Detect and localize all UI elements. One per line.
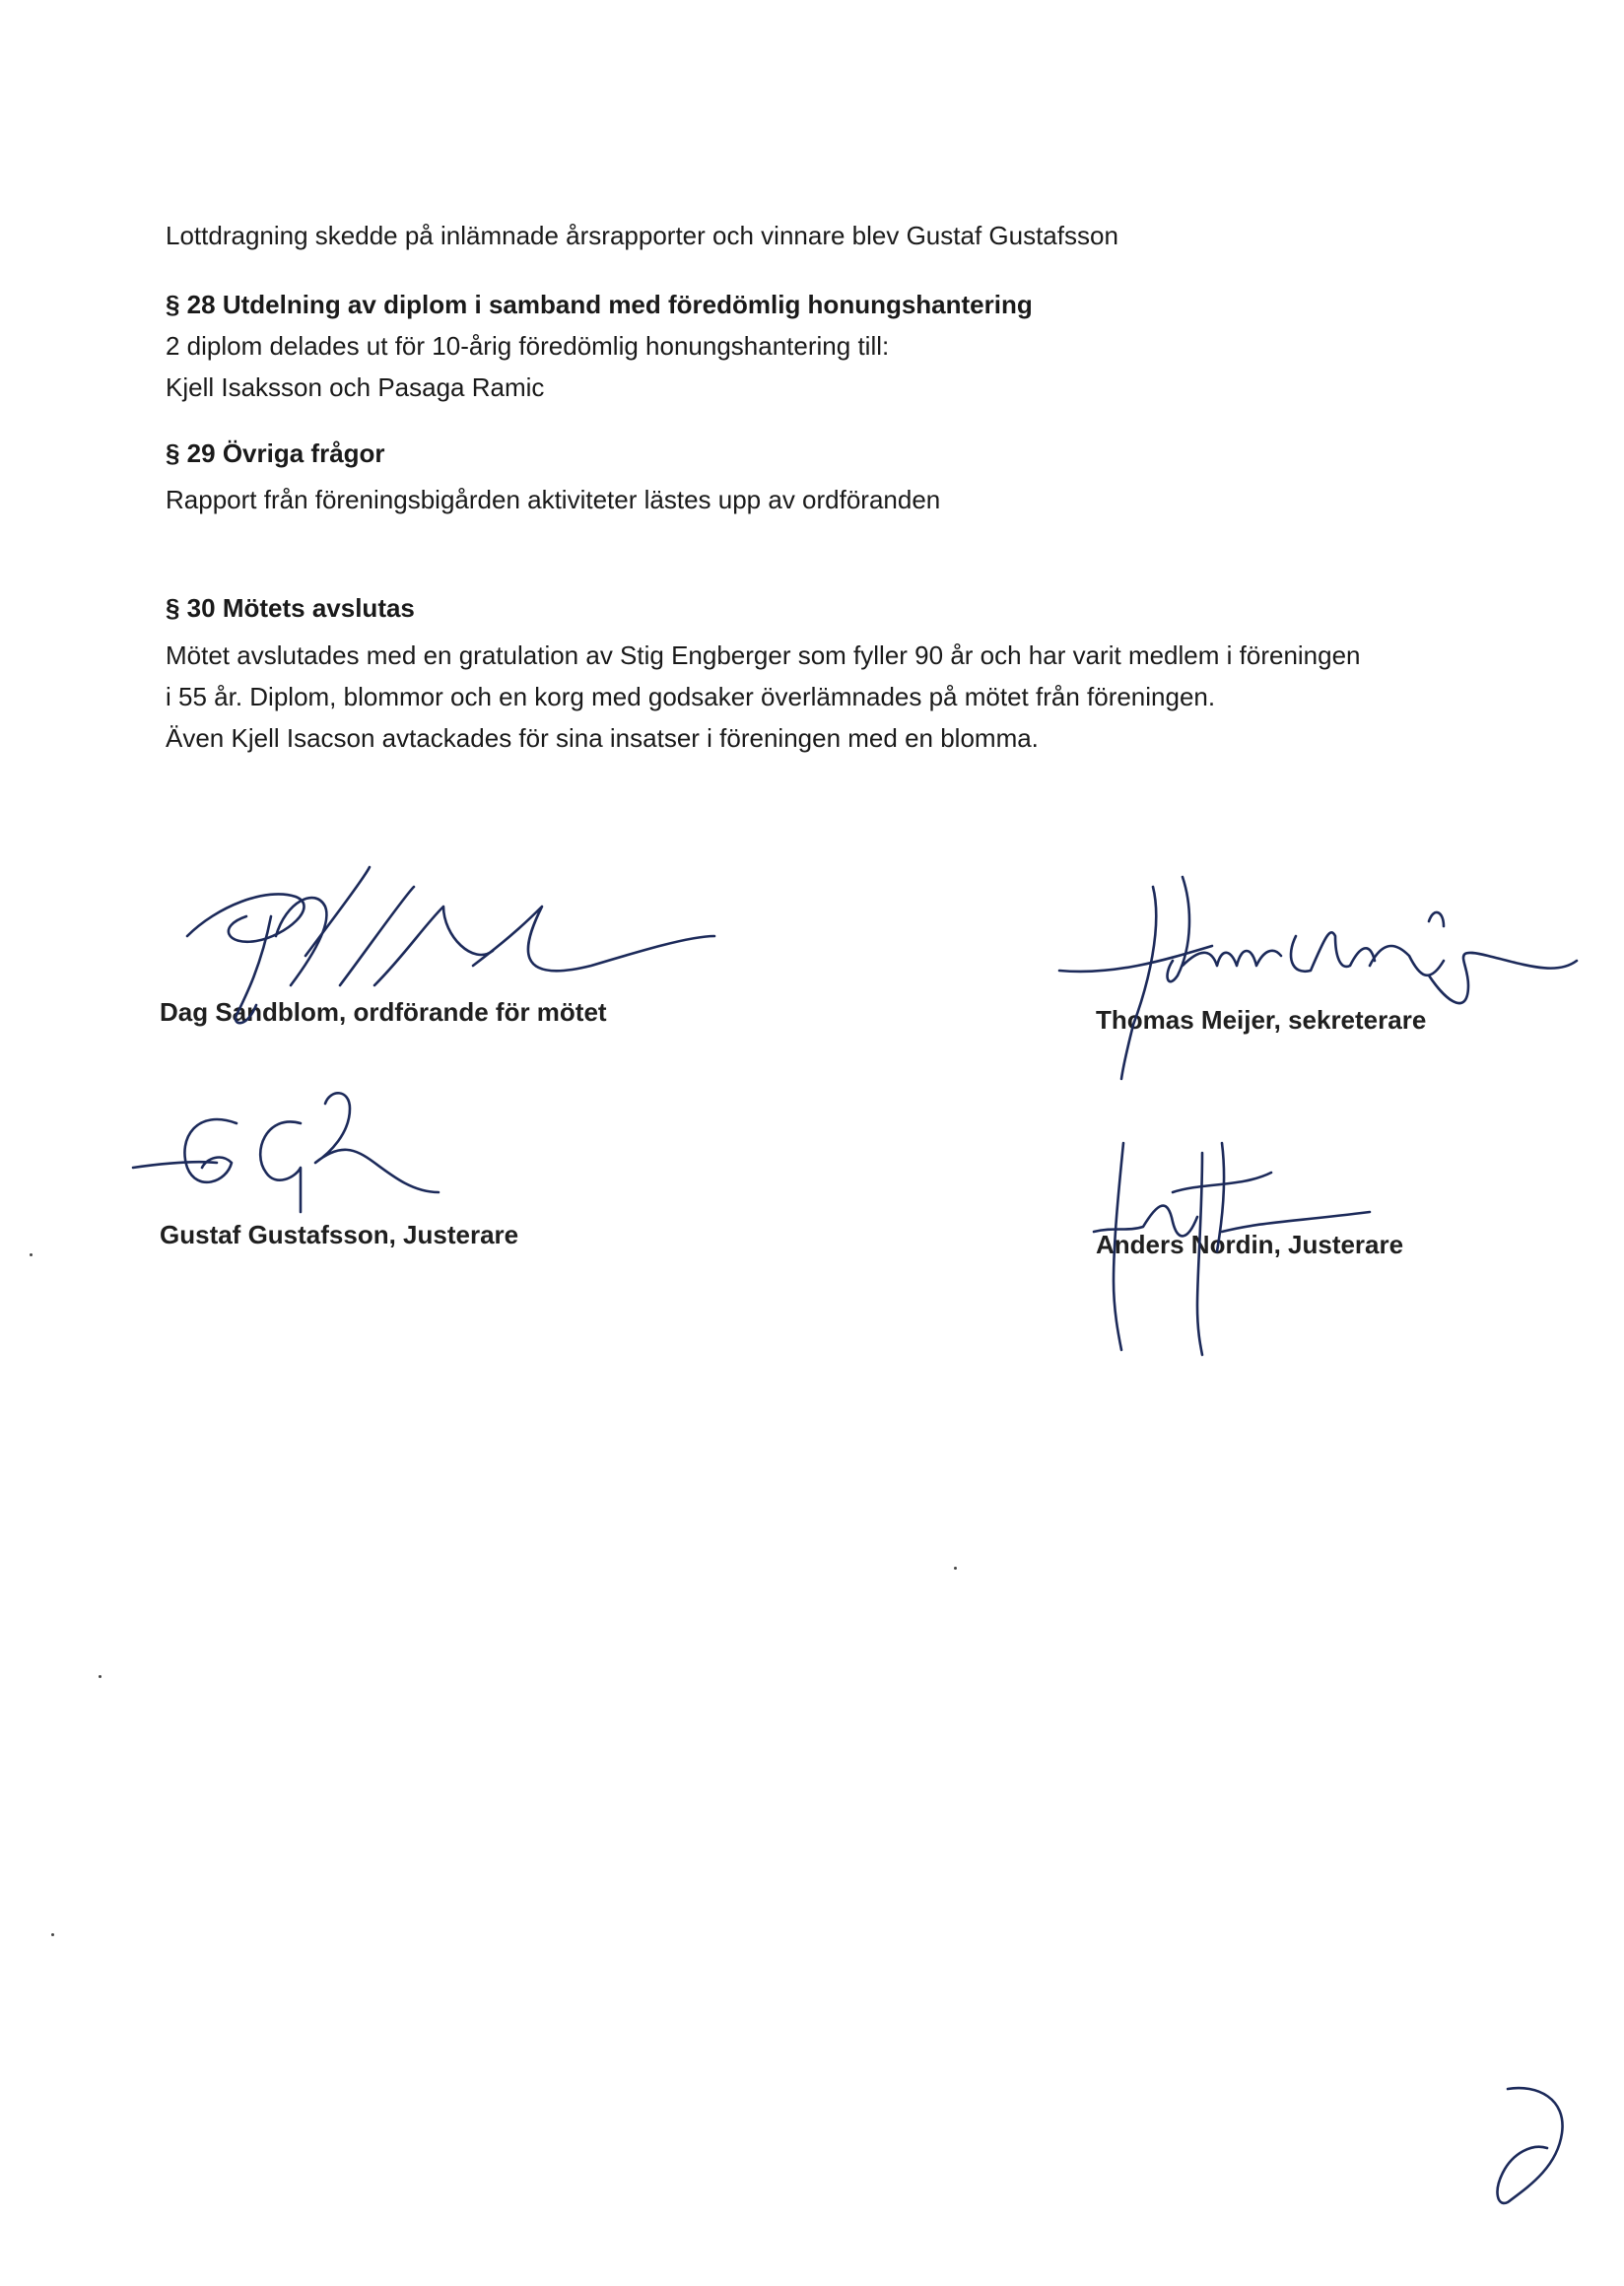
section-28-heading: § 28 Utdelning av diplom i samband med föredömlig honungshantering [166, 290, 1033, 319]
section-30-line-2: i 55 år. Diplom, blommor och en korg med godsaker överlämnades på mötet från föreningen. [166, 682, 1216, 711]
signature-name-adjuster-1: Gustaf Gustafsson, Justerare [160, 1220, 519, 1249]
scan-speck [99, 1675, 102, 1678]
section-30-heading: § 30 Mötets avslutas [166, 593, 415, 623]
scan-speck [51, 1933, 54, 1936]
secretary-signature [1054, 867, 1587, 1094]
section-28-line-1: 2 diplom delades ut för 10-årig föredömlig honungshantering till: [166, 331, 890, 361]
signature-name-adjuster-2: Anders Nordin, Justerare [1096, 1230, 1404, 1259]
adjuster-2-signature [1074, 1133, 1409, 1360]
adjuster-1-signature [128, 1084, 463, 1232]
section-28-line-2: Kjell Isaksson och Pasaga Ramic [166, 372, 545, 402]
initials-mark [1478, 2079, 1596, 2217]
section-29-heading: § 29 Övriga frågor [166, 438, 385, 468]
scan-speck [954, 1567, 957, 1570]
signature-name-chair: Dag Sandblom, ordförande för mötet [160, 997, 607, 1027]
signature-name-secretary: Thomas Meijer, sekreterare [1096, 1005, 1427, 1035]
intro-line: Lottdragning skedde på inlämnade årsrapporter och vinnare blev Gustaf Gustafsson [166, 221, 1118, 250]
section-30-line-1: Mötet avslutades med en gratulation av Stig Engberger som fyller 90 år och har varit medlem i föreningen [166, 640, 1361, 670]
section-30-line-3: Även Kjell Isacson avtackades för sina insatser i föreningen med en blomma. [166, 723, 1039, 753]
section-29-line-1: Rapport från föreningsbigården aktiviteter lästes upp av ordföranden [166, 485, 941, 514]
scan-speck [30, 1253, 33, 1256]
chair-signature [177, 857, 729, 1054]
